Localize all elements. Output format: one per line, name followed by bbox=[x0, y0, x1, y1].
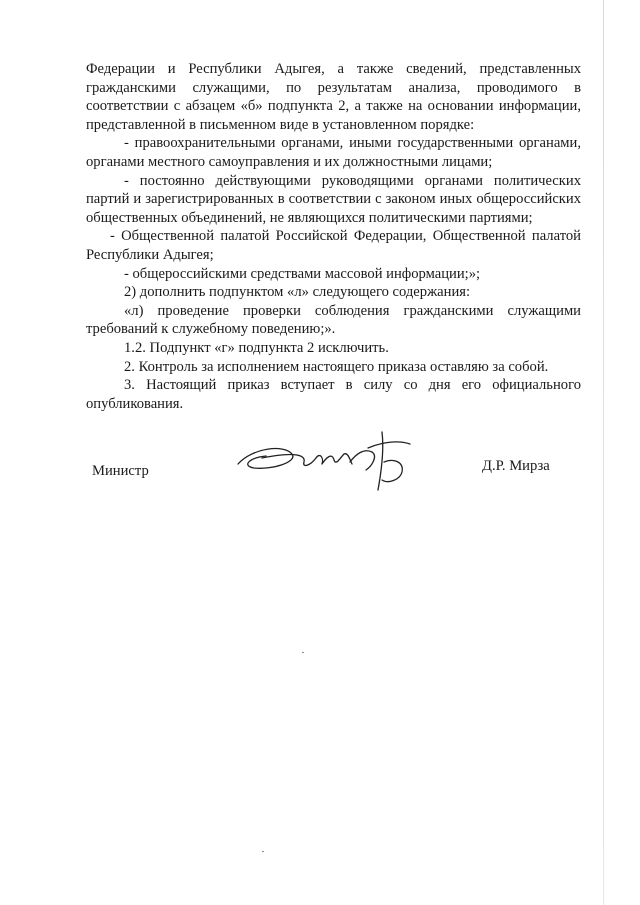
paragraph-mass-media: - общероссийскими средствами массовой информации;»; bbox=[124, 265, 481, 282]
paragraph-public-chamber: - Общественной палатой Российской Федерации, Общественной палатой Республики Адыгея; bbox=[86, 228, 581, 263]
paragraph-effective-date: 3. Настоящий приказ вступает в силу со дня его официального опубликования. bbox=[86, 377, 581, 412]
signature-block bbox=[86, 418, 581, 498]
handwritten-signature bbox=[232, 418, 422, 498]
document-body bbox=[86, 60, 581, 413]
paragraph-subclause-l: «л) проведение проверки соблюдения гражданскими служащими требований к служебному поведению;». bbox=[86, 302, 581, 338]
paragraph-control: 2. Контроль за исполнением настоящего приказа оставляю за собой. bbox=[124, 358, 549, 375]
paragraph-law-enforcement: - правоохранительными органами, иными государственными органами, органами местного самоуправления и их должностными лицами; bbox=[86, 135, 581, 170]
paragraph-intro: Федерации и Республики Адыгея, а также сведений, представленных гражданскими служащими, по результатам анализа, проводимого в соответствии с абзацем «б» подпункта 2, а также на основании информации, представленной в письменном виде в установленном порядке: bbox=[86, 61, 581, 133]
scan-speck bbox=[262, 851, 264, 852]
paragraph-exclude-subclause: 1.2. Подпункт «г» подпункта 2 исключить. bbox=[124, 339, 389, 356]
signatory-name: Д.Р. Мирза bbox=[482, 458, 550, 474]
paragraph-add-subclause: 2) дополнить подпунктом «л» следующего содержания: bbox=[124, 284, 471, 301]
paragraph-political-parties: - постоянно действующими руководящими органами политических партий и зарегистрированных в соответствии с законом иных общероссийских общественных объединений, не являющихся политическими партиями; bbox=[86, 172, 581, 226]
signatory-title: Министр bbox=[92, 463, 149, 479]
scan-speck bbox=[302, 652, 304, 653]
page-edge-line bbox=[603, 0, 604, 905]
